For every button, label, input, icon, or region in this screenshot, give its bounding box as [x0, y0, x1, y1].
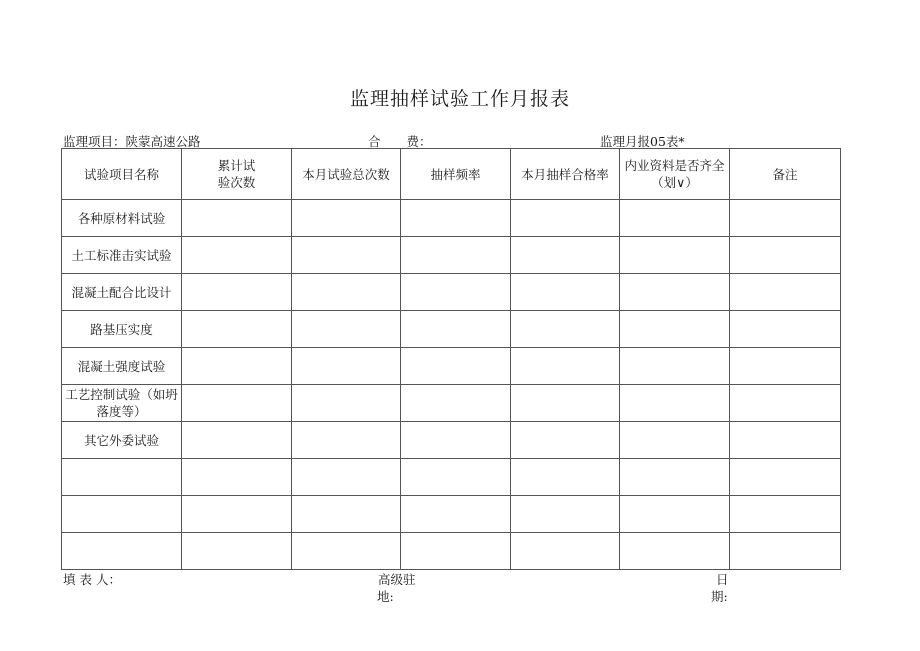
row-value-cell — [730, 459, 841, 496]
table-row — [62, 200, 841, 237]
row-value-cell — [511, 496, 620, 533]
row-value-cell — [401, 237, 511, 274]
row-value-cell — [292, 311, 401, 348]
footer-filler-label: 填 表 人： — [63, 572, 121, 587]
row-value-cell — [511, 311, 620, 348]
row-value-cell — [730, 533, 841, 570]
table-row — [62, 459, 841, 496]
contract-char-fei: 费： — [406, 134, 432, 149]
row-value-cell — [730, 237, 841, 274]
row-item-name-cell — [62, 459, 182, 496]
row-item-name-cell: 各种原材料试验 — [62, 200, 182, 237]
row-item-name-cell: 混凝土强度试验 — [62, 348, 182, 385]
header-cell-cumulative-count — [182, 149, 292, 200]
table-row — [62, 385, 841, 422]
footer-station-label-line1: 高级驻 — [378, 572, 416, 587]
row-value-cell — [401, 496, 511, 533]
row-value-cell — [182, 237, 292, 274]
report-title: 监理抽样试验工作月报表 — [349, 88, 570, 110]
header-cell-remarks: 备注 — [730, 149, 841, 200]
table-row — [62, 422, 841, 459]
row-value-cell — [401, 422, 511, 459]
row-value-cell — [182, 274, 292, 311]
table-row — [62, 237, 841, 274]
row-value-cell — [730, 385, 841, 422]
contract-char-he: 合 — [368, 134, 381, 149]
row-value-cell — [730, 274, 841, 311]
row-value-cell — [401, 311, 511, 348]
row-value-cell — [401, 200, 511, 237]
row-item-name-cell: 混凝土配合比设计 — [62, 274, 182, 311]
row-value-cell — [730, 496, 841, 533]
header-cell-item-name: 试验项目名称 — [62, 149, 182, 200]
row-value-cell — [511, 533, 620, 570]
row-value-cell — [401, 533, 511, 570]
row-value-cell — [620, 422, 730, 459]
row-value-cell — [401, 274, 511, 311]
row-value-cell — [292, 496, 401, 533]
row-value-cell — [401, 348, 511, 385]
row-value-cell — [511, 200, 620, 237]
row-value-cell — [292, 348, 401, 385]
footer-date-label-line1: 日 — [716, 572, 729, 587]
header-cell-monthly-total: 本月试验总次数 — [292, 149, 401, 200]
form-code: 监理月报05表* — [600, 134, 685, 149]
row-item-name-cell: 工艺控制试验（如坍落度等） — [62, 385, 182, 422]
row-value-cell — [182, 311, 292, 348]
row-value-cell — [620, 237, 730, 274]
header-cell-sampling-rate: 抽样频率 — [401, 149, 511, 200]
table-row — [62, 496, 841, 533]
row-value-cell — [182, 422, 292, 459]
table-row — [62, 274, 841, 311]
row-value-cell — [620, 533, 730, 570]
footer-station-label-line2: 地: — [377, 589, 394, 604]
row-value-cell — [292, 274, 401, 311]
row-value-cell — [292, 459, 401, 496]
row-value-cell — [292, 533, 401, 570]
table-header-row — [62, 149, 841, 200]
row-value-cell — [292, 385, 401, 422]
report-table — [61, 148, 841, 570]
table-row — [62, 311, 841, 348]
row-value-cell — [620, 385, 730, 422]
row-value-cell — [292, 422, 401, 459]
row-item-name-cell — [62, 533, 182, 570]
row-value-cell — [182, 348, 292, 385]
row-item-name-cell: 路基压实度 — [62, 311, 182, 348]
footer-date-label-line2: 期: — [711, 589, 728, 604]
row-value-cell — [730, 348, 841, 385]
row-value-cell — [511, 422, 620, 459]
row-value-cell — [182, 385, 292, 422]
row-value-cell — [182, 496, 292, 533]
header-cell-docs-complete: 内业资料是否齐全（划∨） — [620, 149, 730, 200]
row-value-cell — [182, 200, 292, 237]
row-value-cell — [511, 385, 620, 422]
row-value-cell — [401, 385, 511, 422]
project-label: 监理项目：陕蒙高速公路 — [63, 134, 201, 149]
row-value-cell — [511, 237, 620, 274]
row-value-cell — [182, 459, 292, 496]
row-value-cell — [182, 533, 292, 570]
table-row — [62, 348, 841, 385]
row-value-cell — [620, 274, 730, 311]
row-value-cell — [730, 422, 841, 459]
row-value-cell — [511, 274, 620, 311]
row-value-cell — [620, 459, 730, 496]
table-row — [62, 533, 841, 570]
row-value-cell — [620, 311, 730, 348]
header-cell-pass-rate: 本月抽样合格率 — [511, 149, 620, 200]
row-value-cell — [511, 348, 620, 385]
row-value-cell — [620, 348, 730, 385]
row-value-cell — [292, 237, 401, 274]
row-value-cell — [730, 311, 841, 348]
row-value-cell — [511, 459, 620, 496]
row-item-name-cell: 土工标准击实试验 — [62, 237, 182, 274]
row-item-name-cell: 其它外委试验 — [62, 422, 182, 459]
row-value-cell — [620, 200, 730, 237]
row-value-cell — [730, 200, 841, 237]
row-value-cell — [401, 459, 511, 496]
row-item-name-cell — [62, 496, 182, 533]
row-value-cell — [620, 496, 730, 533]
row-value-cell — [292, 200, 401, 237]
header-cumulative-text: 累计试 验次数 — [217, 158, 256, 190]
